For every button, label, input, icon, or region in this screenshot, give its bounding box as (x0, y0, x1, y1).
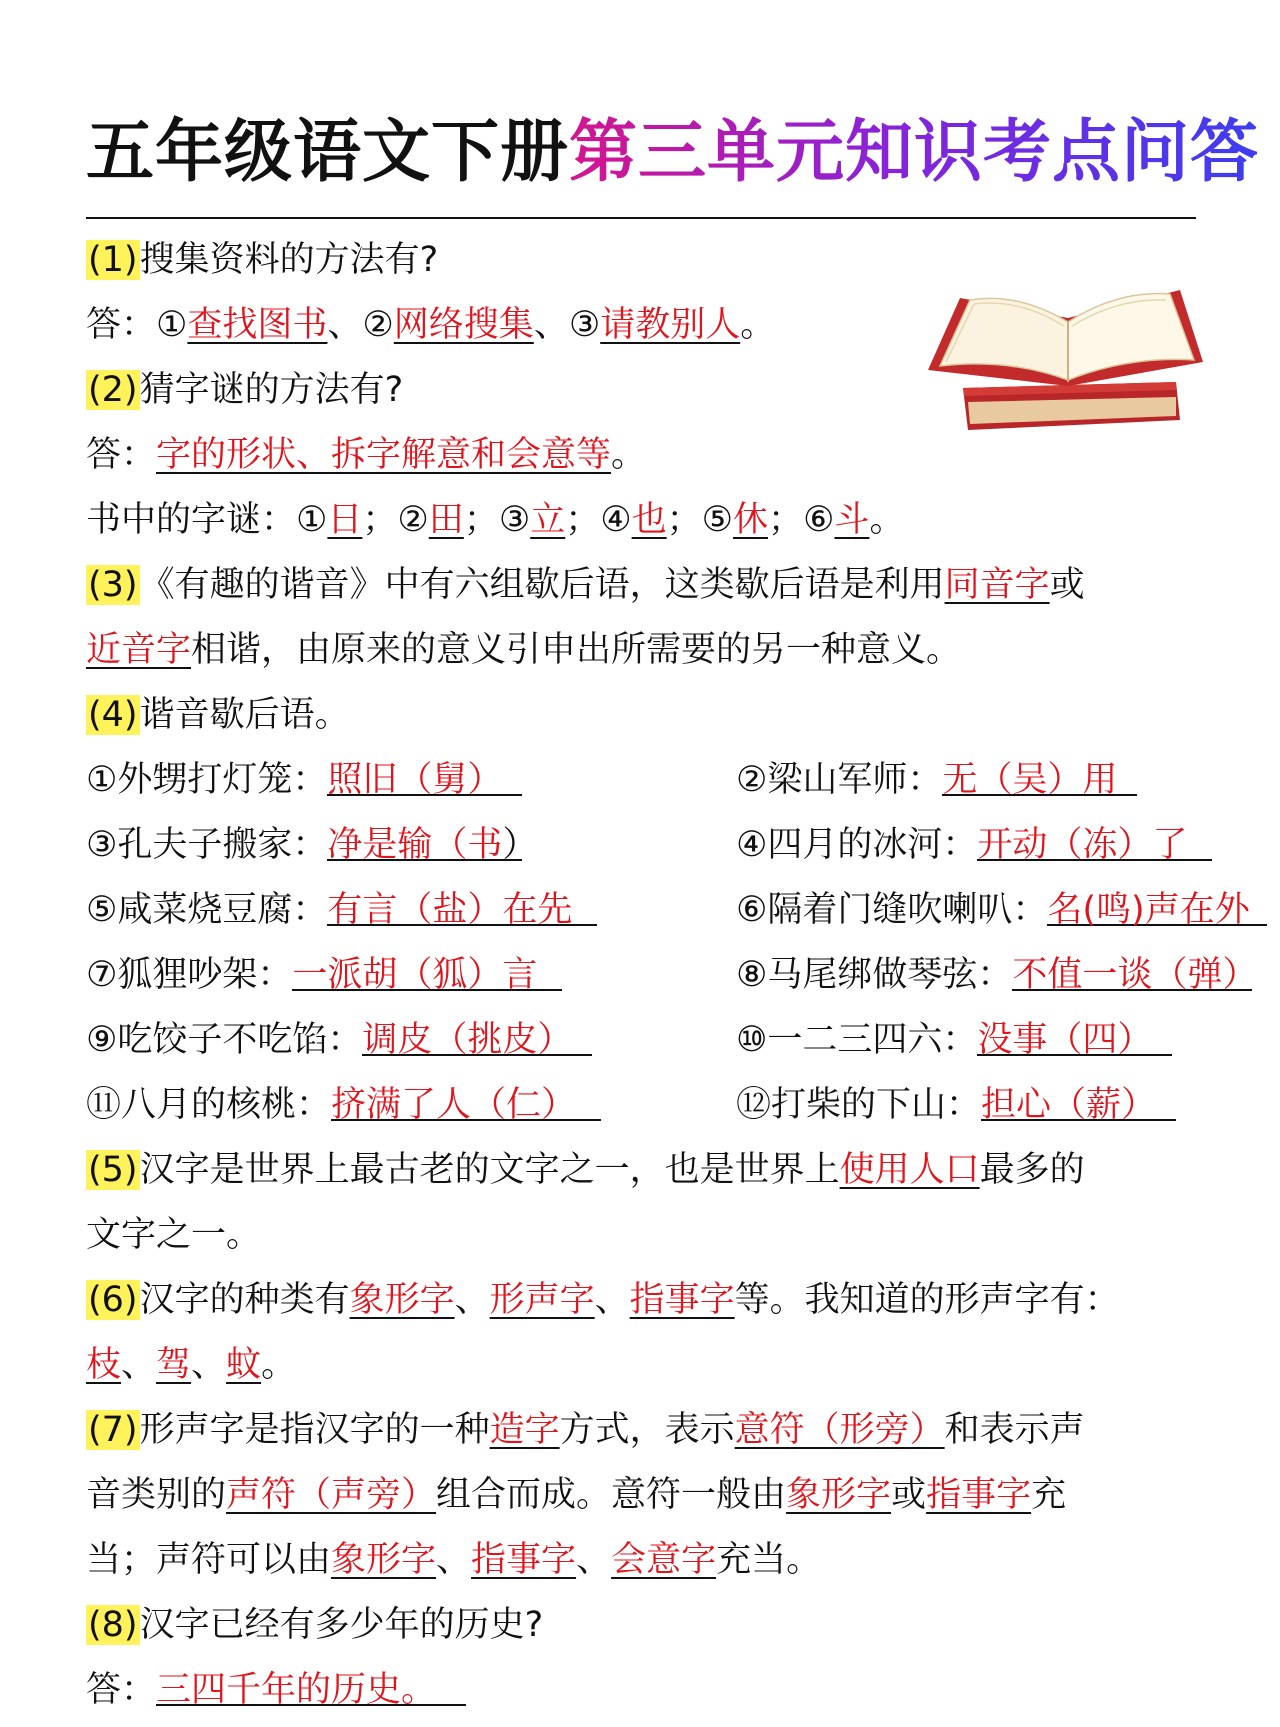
q6-line2: 枝、驾、蚊。 (86, 1345, 297, 1385)
q2-answer: 答：字的形状、拆字解意和会意等。 (86, 435, 647, 475)
q7-line2: 音类别的声符（声旁）组合而成。意符一般由象形字或指事字充 (86, 1475, 1067, 1515)
q3-number: (3) (88, 565, 138, 605)
title-part2: 第三单元知识考点问答 (569, 112, 1260, 192)
q4-question: (4)谐音歇后语。 (88, 695, 350, 735)
q1-question: (1)搜集资料的方法有? (88, 240, 439, 280)
q2-riddles: 书中的字谜：①日；②田；③立；④也；⑤休；⑥斗。 (86, 500, 905, 540)
q5-line1: (5)汉字是世界上最古老的文字之一，也是世界上使用人口最多的 (88, 1150, 1085, 1190)
q3-line1: (3)《有趣的谐音》中有六组歇后语，这类歇后语是利用同音字或 (88, 565, 1085, 605)
q4-number: (4) (88, 695, 138, 735)
q5-number: (5) (88, 1150, 138, 1190)
q4-row-3: ⑤咸菜烧豆腐：有言（盐）在先 ⑥隔着门缝吹喇叭：名(鸣)声在外 (86, 882, 1206, 938)
q3-line2: 近音字相谐，由原来的意义引申出所需要的另一种意义。 (86, 630, 962, 670)
q4-row-2: ③孔夫子搬家：净是输（书） ④四月的冰河：开动（冻）了 (86, 817, 1206, 873)
q8-answer: 答：三四千年的历史。 (86, 1662, 466, 1718)
page-title (86, 104, 1260, 200)
q6-number: (6) (88, 1280, 138, 1320)
q6-line1: (6)汉字的种类有象形字、形声字、指事字等。我知道的形声字有： (88, 1280, 1120, 1320)
q8-number: (8) (88, 1605, 138, 1645)
q8-question: (8)汉字已经有多少年的历史? (88, 1605, 544, 1645)
q5-line2: 文字之一。 (86, 1215, 262, 1255)
q4-row-5: ⑨吃饺子不吃馅：调皮（挑皮） ⑩一二三四六：没事（四） (86, 1012, 1206, 1068)
q7-line1: (7)形声字是指汉字的一种造字方式，表示意符（形旁）和表示声 (88, 1410, 1085, 1450)
q2-number: (2) (88, 370, 138, 410)
q2-question: (2)猜字谜的方法有? (88, 370, 404, 410)
q1-number: (1) (88, 240, 138, 280)
title-part1: 五年级语文下册 (86, 112, 570, 192)
q4-row-1: ①外甥打灯笼：照旧（舅） ②梁山军师：无（吴）用 (86, 752, 1206, 808)
q4-row-4: ⑦狐狸吵架：一派胡（狐）言 ⑧马尾绑做琴弦：不值一谈（弹） (86, 947, 1206, 1003)
open-book-icon (918, 270, 1208, 445)
q1-answer: 答：①查找图书、②网络搜集、③请教别人。 (86, 305, 776, 345)
q7-number: (7) (88, 1410, 138, 1450)
q7-line3: 当；声符可以由象形字、指事字、会意字充当。 (86, 1540, 822, 1580)
title-divider (86, 217, 1196, 219)
q4-row-6: ⑪八月的核桃：挤满了人（仁） ⑫打柴的下山：担心（薪） (86, 1077, 1206, 1133)
